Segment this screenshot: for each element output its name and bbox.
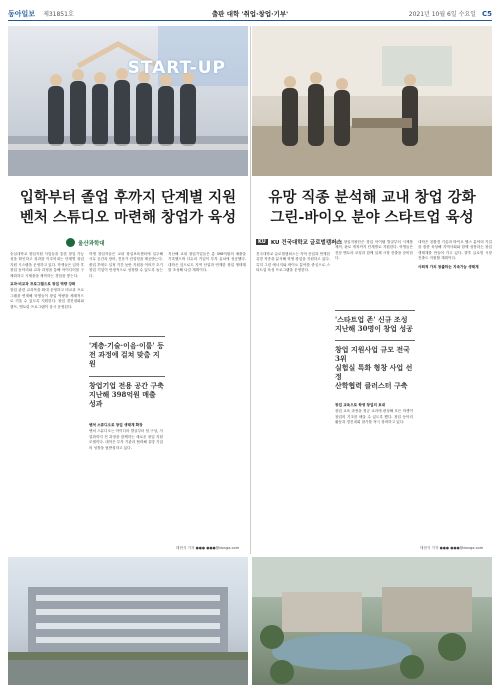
- right-pullquote-1-line1: '스타트업 존' 신규 조성: [335, 314, 408, 324]
- right-article-col3: [418, 240, 492, 540]
- campus-building-photo: [8, 557, 248, 685]
- section-title: 출판 대학 '취업·창업·기부': [211, 10, 289, 18]
- left-body-paragraph: 창업 관련 교과목을 확대 운영하고 비교과 프로그램을 연계해 학생들이 창업 역량을 체계적으로 키울 수 있도록 지원한다. 창업 경진대회와 캠프, 멘토링 프로그램이 상시 운영된다.: [10, 288, 84, 309]
- right-article-col2-bottom: [335, 400, 413, 548]
- left-subheading: 벤처 스튜디오로 창업 생태계 확장: [89, 423, 143, 427]
- right-headline-line1: 유망 직종 분석해 교내 창업 강화: [268, 189, 476, 206]
- right-pullquote-2-line1: 창업 지원사업 규모 전국 3위: [335, 344, 410, 363]
- right-subheading: 사회적 가치 창출하는 지속가능 생태계: [418, 264, 479, 269]
- startup-banner: START-UP: [127, 58, 226, 78]
- right-headline-line2: 그린-바이오 분야 스타트업 육성: [270, 209, 474, 226]
- left-university-name: 울산과학대: [78, 240, 105, 247]
- left-pullquote-1: [89, 336, 165, 368]
- left-pullquote-2: [89, 376, 165, 408]
- students-lab-photo: [252, 26, 492, 176]
- left-byline: 태현식 기자 ●●● ●●●@donga.com: [176, 546, 240, 550]
- column-divider: [250, 26, 251, 554]
- left-headline: [8, 188, 248, 228]
- right-body-paragraph: 대학은 친환경 기술과 바이오 헬스 분야의 기업을 집중 육성해 지역사회와 함께 성장하는 창업 생태계를 만들어 가고 있다. 향후 글로벌 시장 진출도 지원할 계획이다.: [418, 240, 492, 261]
- university-emblem-icon: [66, 238, 75, 247]
- left-body-paragraph: 숭실대학교 창업지원 사업들을 통한 창업 가능성을 확인하고 성과를 이루어내는 단계별 창업 지원 시스템을 운영하고 있다. 학생들은 입학 후 창업 동아리와 교과 과정을 통해 아이디어를 구체화하고 시제품을 제작하는 경험을 쌓는다.: [10, 252, 84, 278]
- right-pullquote-2-line2: 실험실 특화 형창 사업 선정: [335, 362, 413, 381]
- right-body-paragraph: 건국대학교 글로벌캠퍼스는 지역 산업과 연계한 유망 직종을 분석해 학생 창업을 지원하고 있다. 특히 그린 에너지와 바이오 분야를 중심으로 스타트업 육성 프로그램을 운영한다.: [256, 252, 330, 273]
- left-article-col3: [168, 252, 246, 540]
- right-pullquote-3-line1: 산학협력 클러스터 구축: [335, 380, 408, 390]
- left-headline-line1: 입학부터 졸업 후까지 단계별 지원: [19, 189, 237, 206]
- right-pullquote-1-line2: 지난해 30명이 창업 성공: [335, 323, 413, 333]
- left-article-col2-top: [89, 252, 163, 322]
- right-university-name: KU 건국대학교 글로벌캠퍼스: [270, 240, 342, 246]
- left-pullquote-2-line1: 창업기업 전용 공간 구축: [89, 380, 164, 390]
- right-body-paragraph: 교내 창업지원단은 창업 아이템 발굴부터 시제품 제작, 판로 개척까지 단계별로 지원한다. 학생들은 전문 멘토의 코칭과 함께 실제 시장 진출을 준비한다.: [335, 240, 413, 261]
- right-headline: [252, 188, 492, 228]
- issue-date: 2021년 10월 6일 수요일: [408, 11, 476, 18]
- startup-team-photo: [8, 26, 248, 176]
- right-article-col1: [256, 252, 330, 548]
- left-article-col1: [10, 252, 84, 548]
- left-pullquote-2-line2: 지난해 398억원 매출 성과: [89, 389, 156, 408]
- page-number: C5: [481, 9, 492, 18]
- right-subheading: 창업 교육으로 학생 창업의 토대: [335, 403, 386, 407]
- left-headline-line2: 벤처 스튜디오 마련해 창업가 육성: [19, 209, 237, 226]
- university-logo-icon: KU: [258, 239, 266, 245]
- right-article-col2-top: [335, 240, 413, 302]
- left-article-col2-bottom: [89, 420, 163, 548]
- page-header: [8, 7, 492, 21]
- issue-number: 제31851호: [43, 11, 74, 18]
- left-subheading: 교과·비교과 프로그램으로 창업 역량 강화: [10, 282, 76, 287]
- right-body-paragraph: 창업 교육 과정을 정규 교과에 편성해 모든 학생이 창업의 기초를 배울 수 있도록 했다. 창업 동아리 활동과 경진대회 참가를 적극 장려하고 있다.: [335, 409, 413, 425]
- right-pullquote-2: [335, 340, 415, 390]
- right-university-badge: [256, 238, 342, 246]
- left-university-badge: [66, 238, 105, 247]
- left-body-paragraph: 학생 창업자들은 교내 창업보육센터에 입주해 사무 공간과 장비, 전문가 컨설팅을 제공받는다. 졸업 후에도 일정 기간 동안 지원을 이어가 초기 창업 기업이 안정적으로 성장할 수 있도록 돕는다.: [89, 252, 163, 278]
- newspaper-logo: 동아일보: [8, 8, 36, 18]
- campus-aerial-photo: [252, 557, 492, 685]
- left-pullquote-1-line1: '계층·기술·이음·이룸' 등: [89, 340, 164, 350]
- left-body-paragraph: 지난해 교내 창업기업들은 총 398억원의 매출을 기록했으며 다수의 기업이 투자 유치에 성공했다. 대학은 앞으로도 지역 산업과 연계한 창업 생태계를 조성해 나갈 계획이다.: [168, 252, 246, 273]
- left-body-paragraph: 벤처 스튜디오는 아이디어 발굴부터 팀 구성, 사업화까지 전 과정을 함께하는 새로운 창업 지원 모델이다. 대학은 투자 기관과 협력해 유망 기업의 성장을 뒷받침하고 있다.: [89, 429, 163, 450]
- left-pullquote-1-line2: 전 과정에 걸쳐 맞춤 지원: [89, 349, 160, 368]
- right-byline: 태현식 기자 ●●● ●●●@donga.com: [420, 546, 484, 550]
- right-pullquote-1: [335, 310, 415, 333]
